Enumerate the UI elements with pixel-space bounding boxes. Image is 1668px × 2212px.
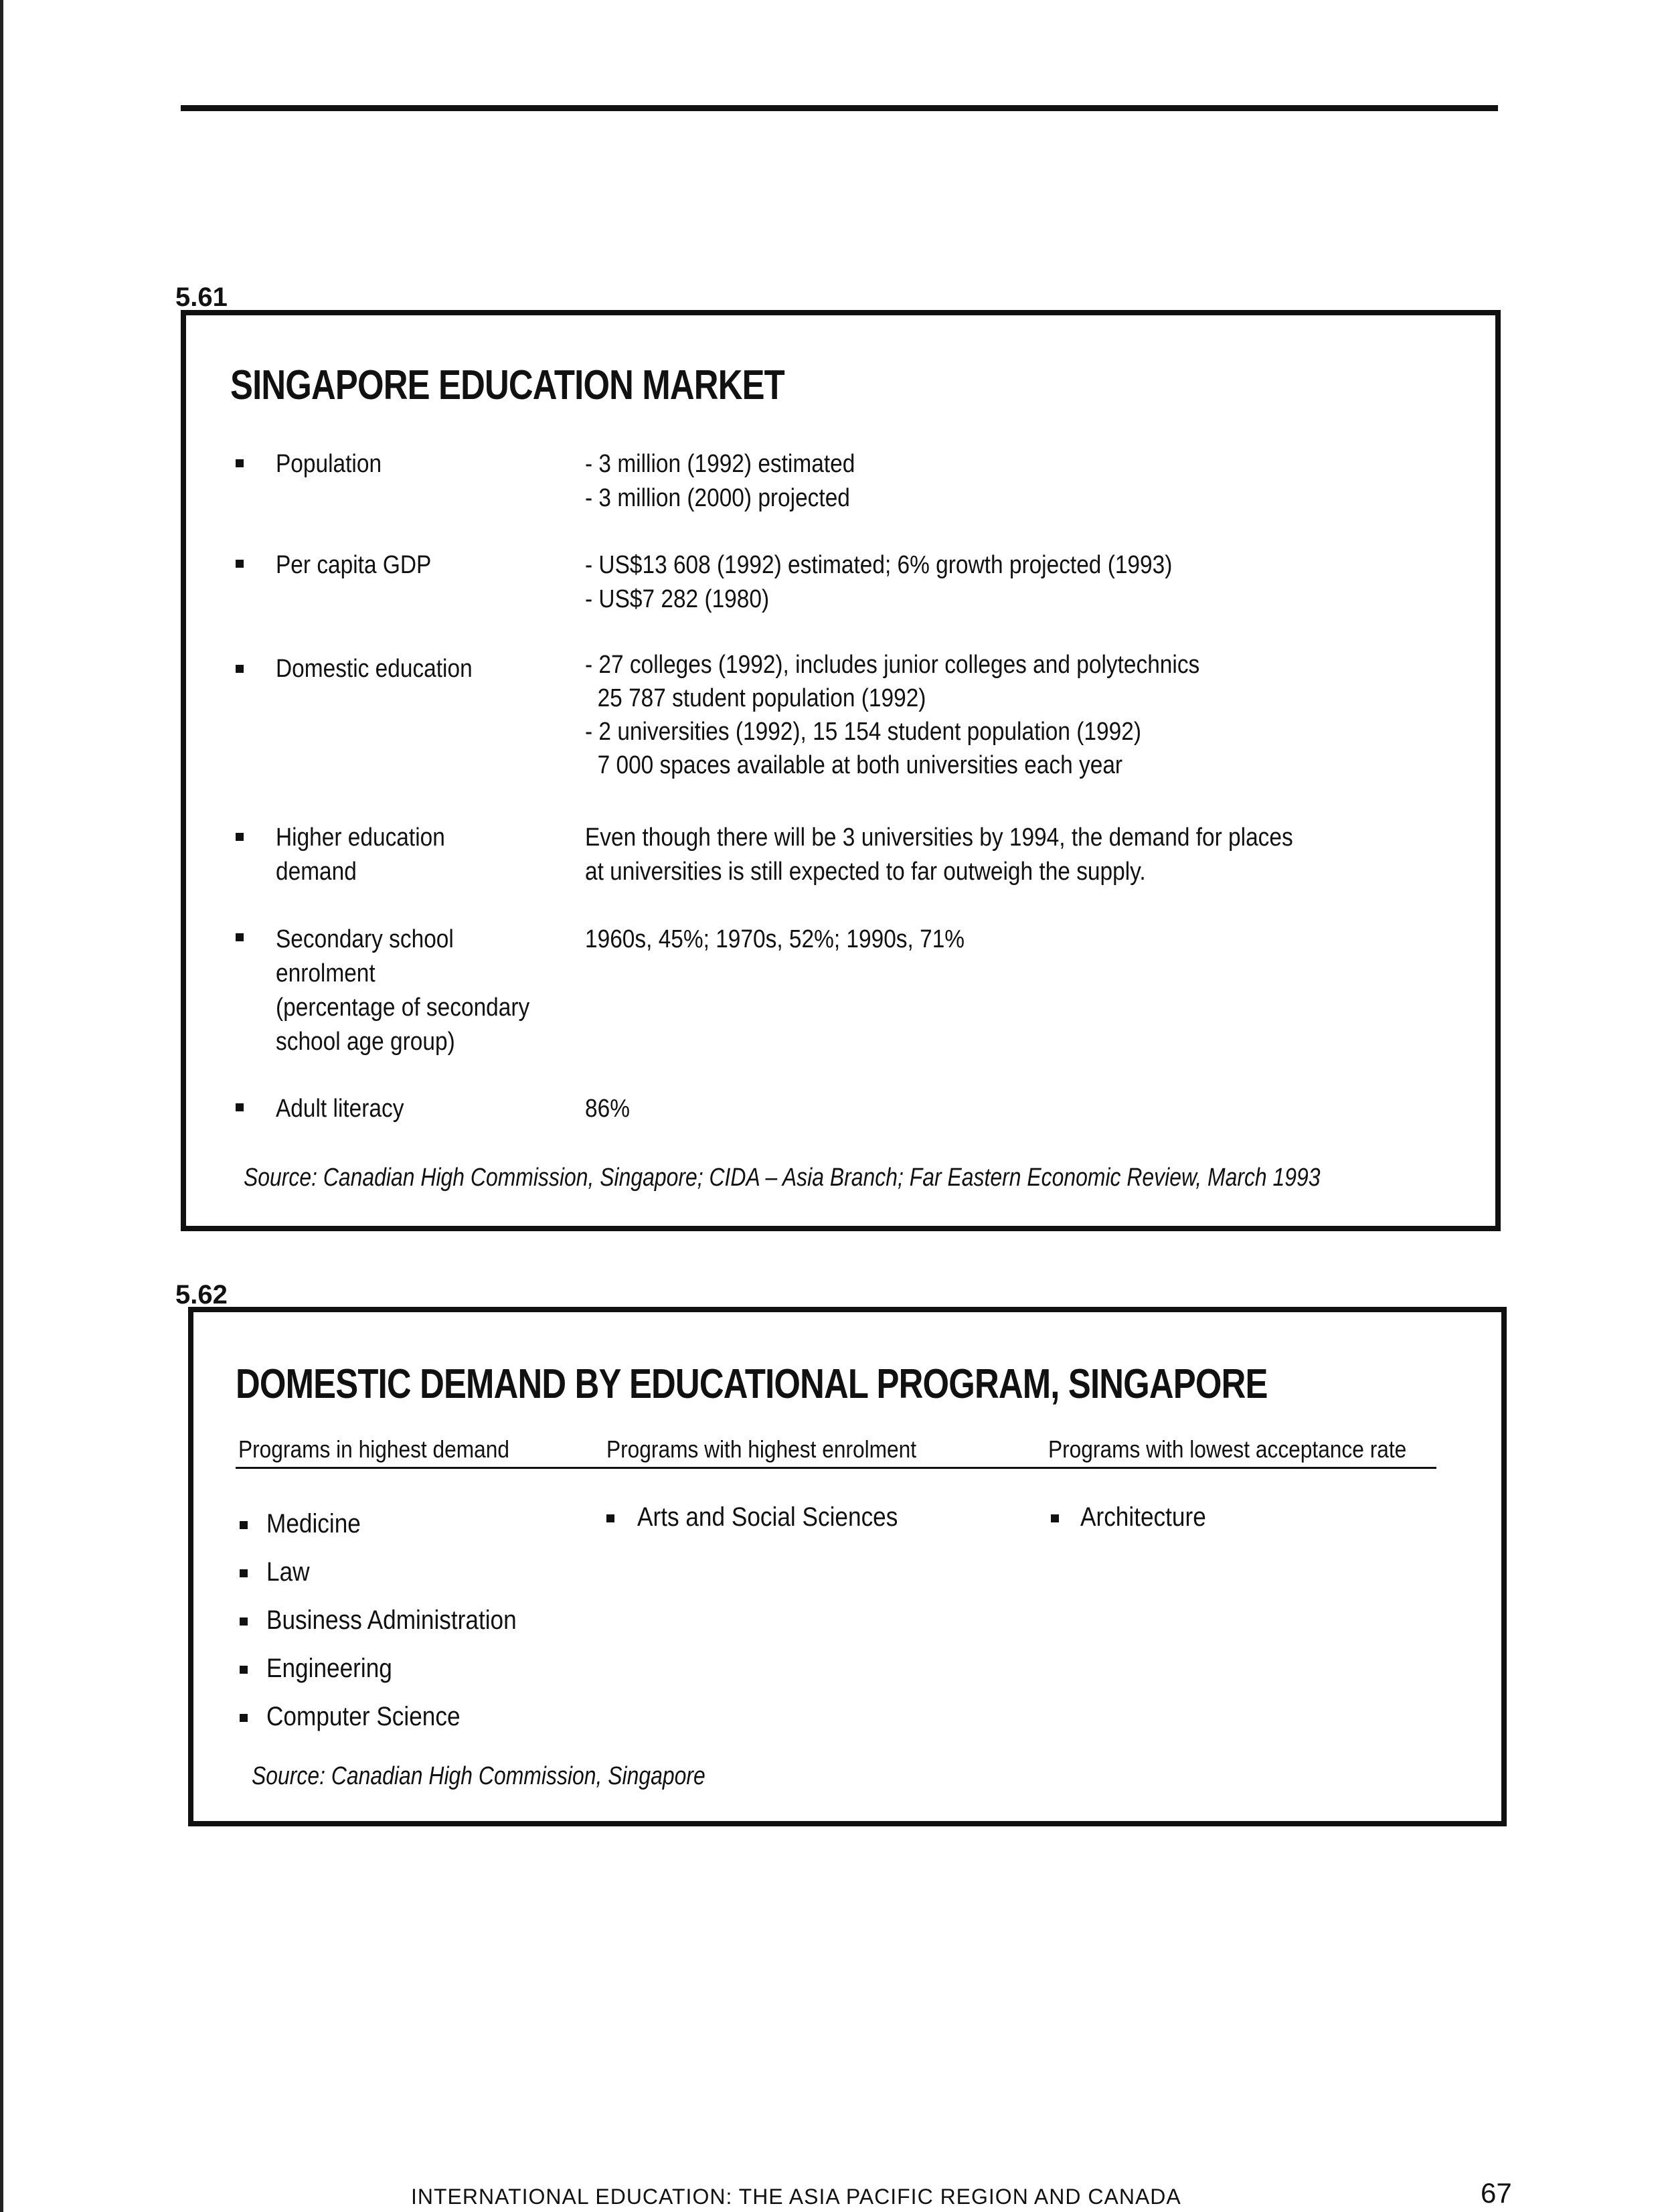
bullet-icon — [240, 1617, 248, 1626]
row-domestic-education-label: Domestic education — [276, 655, 473, 683]
bullet-icon — [236, 665, 244, 673]
figure2-source: Source: Canadian High Commission, Singapore — [252, 1762, 705, 1790]
bullet-icon — [606, 1514, 614, 1522]
figure2-title: DOMESTIC DEMAND BY EDUCATIONAL PROGRAM, SINGAPORE — [236, 1361, 1268, 1407]
row-adult-literacy-value: 86% — [585, 1095, 630, 1123]
row-secondary-enrolment-label: Secondary school enrolment (percentage of secondary school age group) — [276, 925, 530, 1056]
row-population-value: - 3 million (1992) estimated - 3 million (2000) projected — [585, 450, 855, 512]
figure-number-5-62: 5.62 — [175, 1280, 228, 1310]
row-domestic-education-value: - 27 colleges (1992), includes junior colleges and polytechnics 25 787 student population (1992) - 2 universities (1992), 15 154 student population (1992) 7 000 spaces available at both universities each year — [585, 651, 1200, 779]
column-header-highest-demand: Programs in highest demand — [238, 1435, 510, 1463]
running-footer: INTERNATIONAL EDUCATION: THE ASIA PACIFIC REGION AND CANADA — [411, 2185, 1181, 2209]
list-item: Business Administration — [266, 1605, 517, 1635]
list-item: Arts and Social Sciences — [637, 1502, 898, 1532]
bullet-icon — [236, 560, 244, 568]
bullet-icon — [236, 1103, 244, 1111]
bullet-icon — [240, 1714, 248, 1722]
figure-number-5-61: 5.61 — [175, 283, 228, 312]
row-adult-literacy-label: Adult literacy — [276, 1095, 404, 1123]
list-item: Architecture — [1080, 1502, 1206, 1532]
row-higher-education-value: Even though there will be 3 universities by 1994, the demand for places at universities is still expected to far outweigh the supply. — [585, 823, 1293, 886]
figure1-source: Source: Canadian High Commission, Singapore; CIDA – Asia Branch; Far Eastern Economic Review, March 1993 — [244, 1164, 1321, 1192]
row-higher-education-label: Higher education demand — [276, 823, 445, 886]
list-item: Computer Science — [266, 1702, 461, 1731]
figure1-title: SINGAPORE EDUCATION MARKET — [230, 362, 784, 408]
page-edge — [0, 0, 3, 2212]
column-header-rule — [236, 1467, 1436, 1469]
list-item: Engineering — [266, 1654, 392, 1683]
list-item: Medicine — [266, 1509, 361, 1538]
bullet-icon — [240, 1569, 248, 1577]
bullet-icon — [236, 833, 244, 841]
row-population-label: Population — [276, 450, 382, 478]
bullet-icon — [1051, 1514, 1059, 1522]
bullet-icon — [236, 459, 244, 467]
page-number: 67 — [1481, 2177, 1512, 2209]
column-header-lowest-acceptance: Programs with lowest acceptance rate — [1048, 1435, 1407, 1463]
bullet-icon — [240, 1666, 248, 1674]
top-rule — [181, 105, 1498, 111]
row-gdp-label: Per capita GDP — [276, 551, 432, 579]
bullet-icon — [236, 933, 244, 941]
list-item: Law — [266, 1557, 310, 1587]
row-gdp-value: - US$13 608 (1992) estimated; 6% growth projected (1993) - US$7 282 (1980) — [585, 551, 1173, 613]
column-header-highest-enrolment: Programs with highest enrolment — [606, 1435, 917, 1463]
bullet-icon — [240, 1521, 248, 1529]
row-secondary-enrolment-value: 1960s, 45%; 1970s, 52%; 1990s, 71% — [585, 925, 965, 953]
